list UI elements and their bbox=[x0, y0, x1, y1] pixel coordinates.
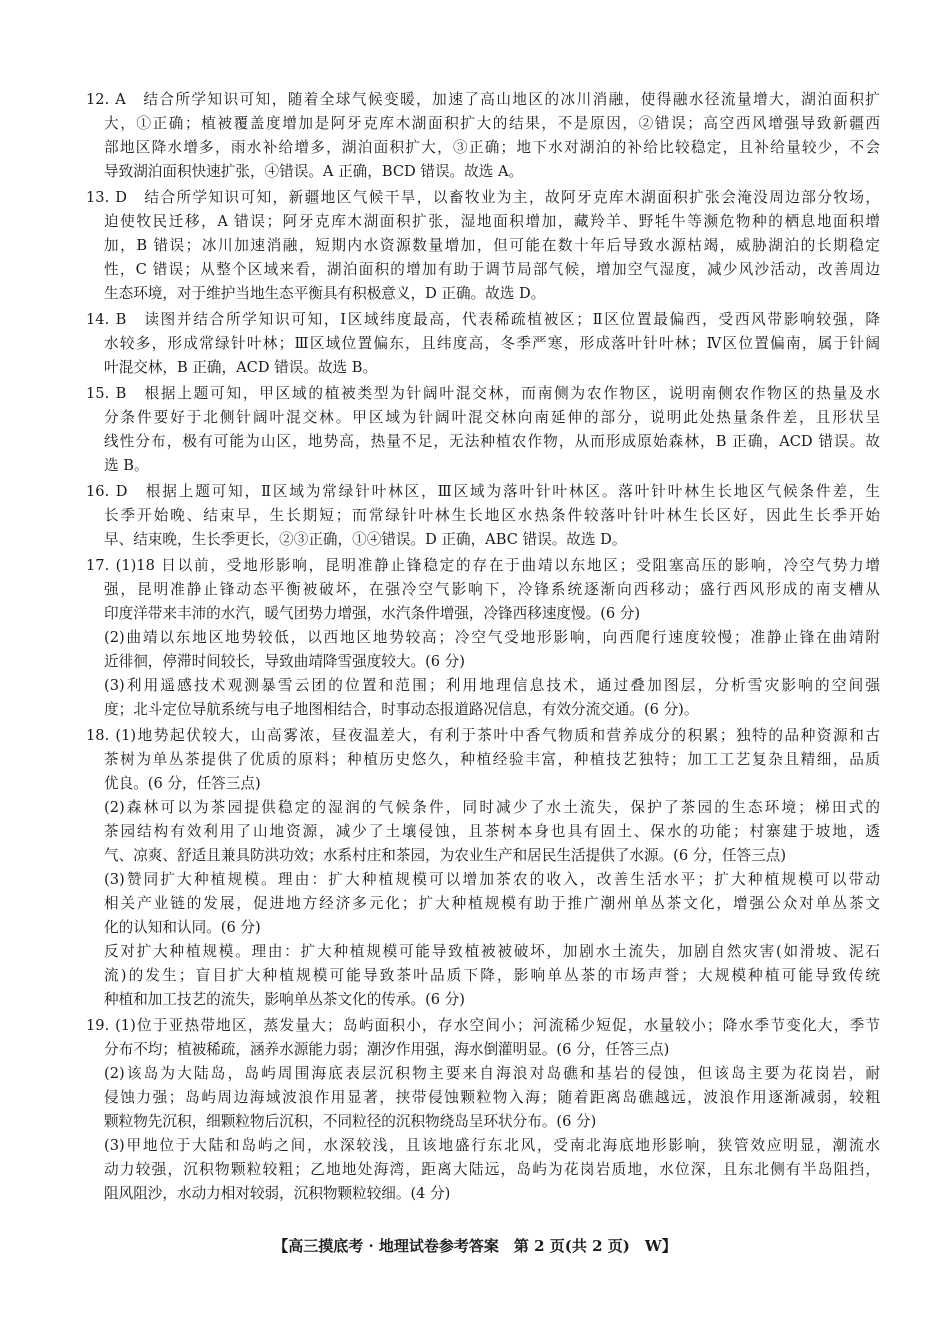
answer-line: 大，①正确；植被覆盖度增加是阿牙克库木湖面积扩大的结果，不是原因，②错误；高空西风增强导致新疆西 bbox=[104, 115, 880, 132]
answer-item bbox=[86, 382, 880, 478]
answer-item bbox=[86, 554, 880, 722]
answer-line: 近徘徊，停滞时间较长，导致曲靖降雪强度较大。(6 分) bbox=[104, 653, 465, 670]
answer-line: 茶树为单丛茶提供了优质的原料；种植历史悠久，种植经验丰富，种植技艺独特；加工工艺复杂且精细，品质 bbox=[104, 751, 880, 768]
answer-line: 19. (1)位于亚热带地区，蒸发量大；岛屿面积小，存水空间小；河流稀少短促，水量较小；降水季节变化大，季节 bbox=[86, 1017, 880, 1034]
answer-item bbox=[86, 186, 880, 306]
answer-line: 12. A 结合所学知识可知，随着全球气候变暖，加速了高山地区的冰川消融，使得融水径流量增大，湖泊面积扩 bbox=[86, 91, 880, 108]
answer-item bbox=[86, 724, 880, 1012]
answer-line: 生态环境，对于维护当地生态平衡具有积极意义，D 正确。故选 D。 bbox=[104, 285, 546, 302]
answer-line: 优良。(6 分，任答三点) bbox=[104, 775, 261, 792]
answer-line: (2)森林可以为茶园提供稳定的湿润的气候条件，同时减少了水土流失，保护了茶园的生态环境；梯田式的 bbox=[104, 799, 880, 816]
answer-line: 颗粒物先沉积，细颗粒物后沉积，不同粒径的沉积物绕岛呈环状分布。(6 分) bbox=[104, 1113, 597, 1130]
answer-line: 水较多，形成常绿针叶林；Ⅲ区域位置偏东，且纬度高，冬季严寒，形成落叶针叶林；Ⅳ区位置偏南，属于针阔 bbox=[104, 335, 880, 352]
answer-line: 长季开始晚、结束早，生长期短；而常绿针叶林生长地区水热条件较落叶针叶林生长区好，因此生长季开始 bbox=[104, 507, 880, 524]
answer-item bbox=[86, 1014, 880, 1206]
answer-content bbox=[86, 88, 880, 1208]
answer-line: 16. D 根据上题可知，Ⅱ区域为常绿针叶林区，Ⅲ区域为落叶针叶林区。落叶针叶林生长地区气候条件差，生 bbox=[86, 483, 880, 500]
answer-line: 相关产业链的发展，促进地方经济多元化；扩大种植规模有助于推广潮州单丛茶文化，增强公众对单丛茶文 bbox=[104, 895, 880, 912]
answer-line: 动力较强，沉积物颗粒较粗；乙地地处海湾，距离大陆远，岛屿为花岗岩质地，水位深，且东北侧有半岛阻挡， bbox=[104, 1161, 880, 1178]
answer-line: 选 B。 bbox=[104, 457, 149, 474]
answer-line: 部地区降水增多，雨水补给增多，湖泊面积扩大，③正确；地下水对湖泊的补给比较稳定，且补给量较少，不会 bbox=[104, 139, 880, 156]
answer-line: 茶园结构有效利用了山地资源，减少了土壤侵蚀，且茶树本身也具有固土、保水的功能；村寨建于坡地，透 bbox=[104, 823, 880, 840]
answer-line: 早、结束晚，生长季更长，②③正确，①④错误。D 正确，ABC 错误。故选 D。 bbox=[104, 531, 627, 548]
answer-line: (2)该岛为大陆岛，岛屿周围海底表层沉积物主要来自海浪对岛礁和基岩的侵蚀，但该岛主要为花岗岩，耐 bbox=[104, 1065, 880, 1082]
answer-line: 分条件要好于北侧针阔叶混交林。甲区域为针阔叶混交林向南延伸的部分，说明此处热量条件差，且形状呈 bbox=[104, 409, 880, 426]
answer-line: 导致湖泊面积快速扩张，④错误。A 正确，BCD 错误。故选 A。 bbox=[104, 163, 524, 180]
answer-line: 线性分布，极有可能为山区，地势高，热量不足，无法种植农作物，从而形成原始森林，B 正确，ACD 错误。故 bbox=[104, 433, 880, 450]
answer-line: 叶混交林，B 正确，ACD 错误。故选 B。 bbox=[104, 359, 378, 376]
answer-line: 侵蚀力强；岛屿周边海域波浪作用显著，挟带侵蚀颗粒物入海；随着距离岛礁越远，波浪作用逐渐减弱，较粗 bbox=[104, 1089, 880, 1106]
answer-line: 度；北斗定位导航系统与电子地图相结合，时事动态报道路况信息，有效分流交通。(6 分)。 bbox=[104, 701, 699, 718]
answer-line: 13. D 结合所学知识可知，新疆地区气候干旱，以畜牧业为主，故阿牙克库木湖面积扩张会淹没周边部分牧场， bbox=[86, 189, 880, 206]
answer-item bbox=[86, 88, 880, 184]
answer-line: 气、凉爽、舒适且兼具防洪功效；水系村庄和茶园，为农业生产和居民生活提供了水源。(6 分，任答三点) bbox=[104, 847, 787, 864]
answer-line: 化的认知和认同。(6 分) bbox=[104, 919, 261, 936]
answer-item bbox=[86, 480, 880, 552]
page-footer: 【高三摸底考 · 地理试卷参考答案 第 2 页(共 2 页) W】 bbox=[273, 1237, 677, 1255]
answer-line: 反对扩大种植规模。理由：扩大种植规模可能导致植被被破坏，加剧水土流失，加剧自然灾害(如滑坡、泥石 bbox=[104, 943, 880, 960]
answer-line: 分布不均；植被稀疏，涵养水源能力弱；潮汐作用强，海水倒灌明显。(6 分，任答三点) bbox=[104, 1041, 670, 1058]
answer-line: 印度洋带来丰沛的水汽，暖气团势力增强，水汽条件增强，冷锋西移速度慢。(6 分) bbox=[104, 605, 641, 622]
answer-line: 18. (1)地势起伏较大，山高雾浓，昼夜温差大，有利于茶叶中香气物质和营养成分的积累；独特的品种资源和古 bbox=[86, 727, 880, 744]
answer-line: (3)甲地位于大陆和岛屿之间，水深较浅，且该地盛行东北风，受南北海底地形影响，狭管效应明显，潮流水 bbox=[104, 1137, 880, 1154]
answer-line: 流)的发生；盲目扩大种植规模可能导致茶叶品质下降，影响单丛茶的市场声誉；大规模种植可能导致传统 bbox=[104, 967, 880, 984]
answer-item bbox=[86, 308, 880, 380]
answer-line: 14. B 读图并结合所学知识可知，Ⅰ区域纬度最高，代表稀疏植被区；Ⅱ区位置最偏西，受西风带影响较强，降 bbox=[86, 311, 880, 328]
answer-line: 阻风阻沙，水动力相对较弱，沉积物颗粒较细。(4 分) bbox=[104, 1185, 451, 1202]
answer-line: (2)曲靖以东地区地势较低，以西地区地势较高；冷空气受地形影响，向西爬行速度较慢；准静止锋在曲靖附 bbox=[104, 629, 880, 646]
answer-line: 加，B 错误；冰川加速消融，短期内水资源数量增加，但可能在数十年后导致水源枯竭，威胁湖泊的长期稳定 bbox=[104, 237, 880, 254]
answer-line: 17. (1)18 日以前，受地形影响，昆明准静止锋稳定的存在于曲靖以东地区；受阻塞高压的影响，冷空气势力增 bbox=[86, 557, 880, 574]
answer-line: 种植和加工技艺的流失，影响单丛茶文化的传承。(6 分) bbox=[104, 991, 465, 1008]
answer-line: 15. B 根据上题可知，甲区域的植被类型为针阔叶混交林，而南侧为农作物区，说明南侧农作物区的热量及水 bbox=[86, 385, 880, 402]
answer-line: 性，C 错误；从整个区域来看，湖泊面积的增加有助于调节局部气候，增加空气湿度，减少风沙活动，改善周边 bbox=[104, 261, 880, 278]
answer-line: (3)赞同扩大种植规模。理由：扩大种植规模可以增加茶农的收入，改善生活水平；扩大种植规模可以带动 bbox=[104, 871, 880, 888]
answer-line: 迫使牧民迁移，A 错误；阿牙克库木湖面积扩张，湿地面积增加，藏羚羊、野牦牛等濒危物种的栖息地面积增 bbox=[104, 213, 880, 230]
answer-line: (3)利用遥感技术观测暴雪云团的位置和范围；利用地理信息技术，通过叠加图层，分析雪灾影响的空间强 bbox=[104, 677, 880, 694]
answer-line: 强，昆明准静止锋动态平衡被破坏，在强冷空气影响下，冷锋系统逐渐向西移动；盛行西风形成的南支槽从 bbox=[104, 581, 880, 598]
